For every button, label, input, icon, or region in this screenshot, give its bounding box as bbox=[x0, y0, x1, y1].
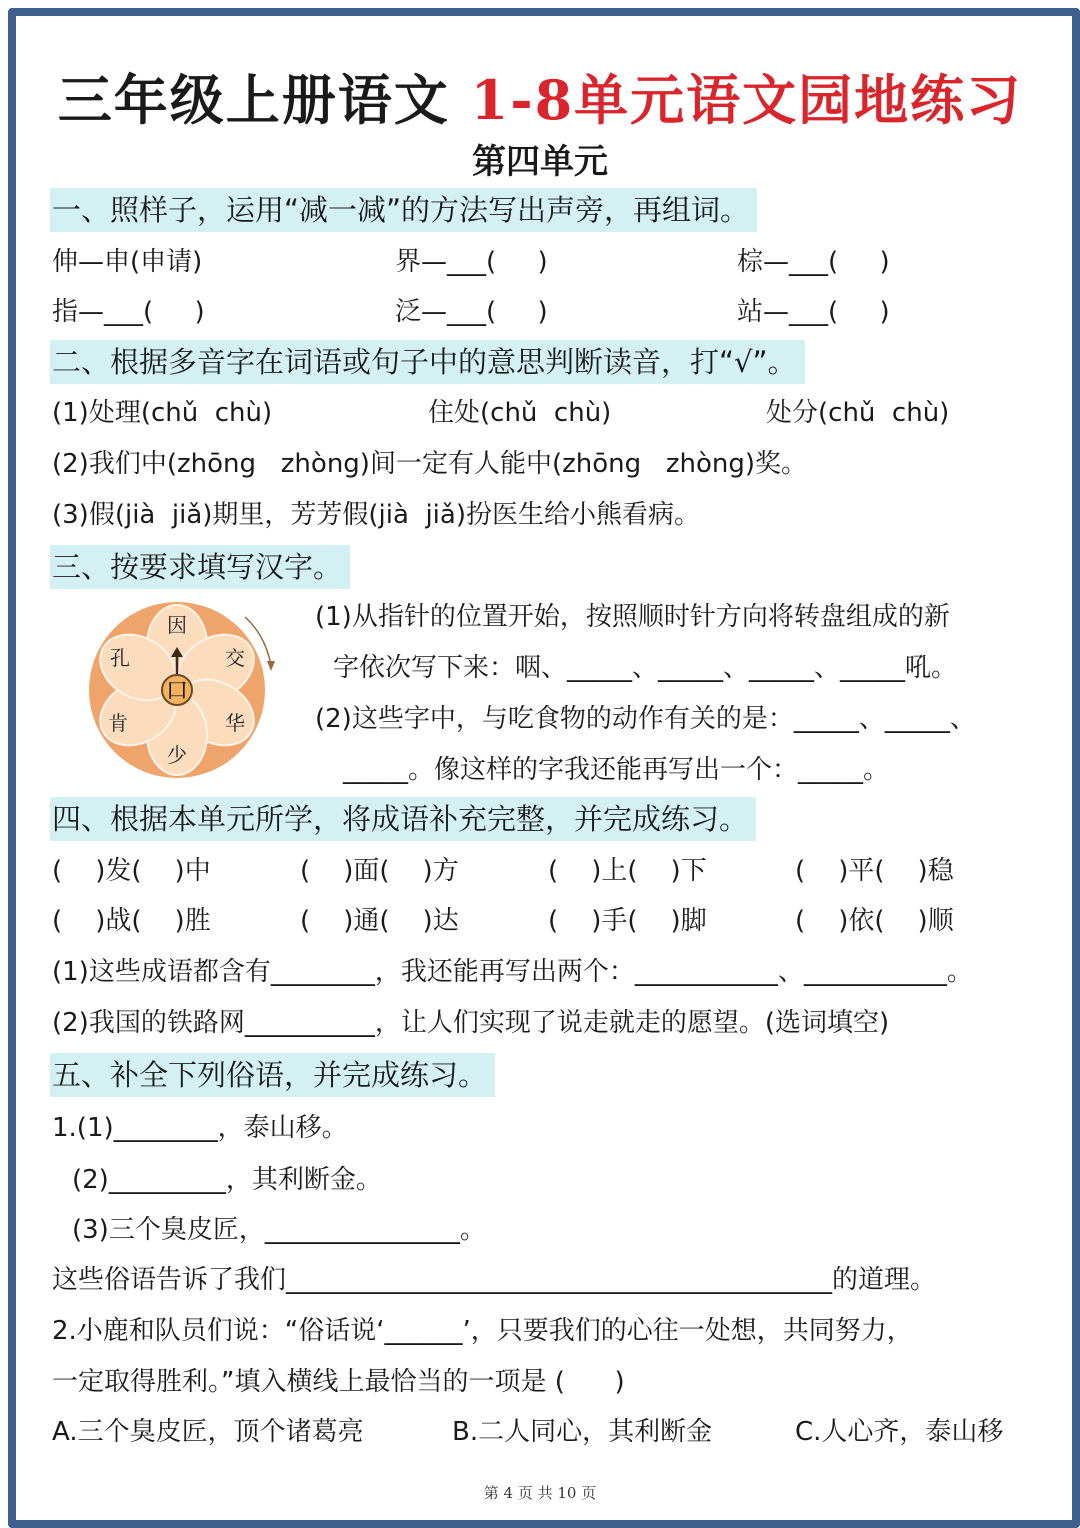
idiom: ( )依( )顺 bbox=[795, 906, 954, 936]
option-c: C.人心齐，泰山移 bbox=[795, 1417, 1004, 1447]
s5-line6: 一定取得胜利。”填入横线上最恰当的一项是 ( ) bbox=[52, 1367, 625, 1397]
idiom: ( )手( )脚 bbox=[548, 906, 707, 936]
s1-item: 伸—申(申请) bbox=[52, 247, 203, 277]
turntable-dial bbox=[85, 595, 285, 785]
idiom: ( )平( )稳 bbox=[795, 856, 954, 886]
s2-q3: (3)假(jià jiǎ)期里，芳芳假(jià jiǎ)扮医生给小熊看病。 bbox=[52, 500, 700, 530]
title-red: 1-8单元语文园地练习 bbox=[470, 68, 1023, 132]
s2-q1a: (1)处理(chǔ chù) bbox=[52, 398, 273, 428]
clockwise-arrowhead-icon bbox=[267, 661, 275, 671]
s3-line1: (1)从指针的位置开始，按照顺时针方向将转盘组成的新 bbox=[315, 602, 950, 632]
section-4-header: 四、根据本单元所学，将成语补充完整，并完成练习。 bbox=[50, 797, 756, 841]
title-black: 三年级上册语文 bbox=[57, 68, 450, 132]
section-5-header: 五、补全下列俗语，并完成练习。 bbox=[50, 1053, 495, 1097]
s2-q1b: 住处(chǔ chù) bbox=[428, 398, 612, 428]
dial-char: 因 bbox=[167, 613, 187, 637]
s2-q2: (2)我们中(zhōng zhòng)间一定有人能中(zhōng zhòng)奖。 bbox=[52, 449, 808, 479]
s1-item: 泛—___( ) bbox=[395, 297, 548, 327]
option-a: A.三个臭皮匠，顶个诸葛亮 bbox=[52, 1417, 364, 1447]
section-3-header: 三、按要求填写汉字。 bbox=[50, 545, 350, 589]
page-title bbox=[0, 58, 1080, 135]
page-number: 第 4 页 共 10 页 bbox=[483, 1484, 597, 1502]
s5-line2: (2)_________，其利断金。 bbox=[72, 1165, 382, 1195]
unit-subtitle: 第四单元 bbox=[472, 142, 608, 182]
idiom: ( )发( )中 bbox=[52, 856, 211, 886]
s1-item: 指—___( ) bbox=[52, 297, 205, 327]
section-1-header: 一、照样子，运用“减一减”的方法写出声旁，再组词。 bbox=[50, 188, 757, 232]
dial-char: 肯 bbox=[108, 711, 128, 735]
s4-q2: (2)我国的铁路网__________，让人们实现了说走就走的愿望。(选词填空) bbox=[52, 1008, 890, 1038]
s5-line1: 1.(1)________，泰山移。 bbox=[52, 1113, 348, 1143]
idiom: ( )上( )下 bbox=[548, 856, 707, 886]
s2-q1c: 处分(chǔ chù) bbox=[766, 398, 950, 428]
s5-line5: 2.小鹿和队员们说：“俗话说‘______’，只要我们的心往一处想，共同努力， bbox=[52, 1316, 913, 1346]
s4-q1: (1)这些成语都含有________，我还能再写出两个：___________、___________。 bbox=[52, 957, 973, 987]
s1-item: 棕—___( ) bbox=[737, 247, 890, 277]
dial-center-char: 口 bbox=[165, 679, 189, 704]
idiom: ( )通( )达 bbox=[300, 906, 459, 936]
idiom: ( )面( )方 bbox=[300, 856, 459, 886]
section-2-header: 二、根据多音字在词语或句子中的意思判断读音，打“√”。 bbox=[50, 340, 805, 384]
dial-char: 交 bbox=[225, 646, 245, 670]
s3-line3: (2)这些字中，与吃食物的动作有关的是：_____、_____、 bbox=[315, 704, 976, 734]
s5-line4: 这些俗语告诉了我们__________________________________________的道理。 bbox=[52, 1265, 937, 1295]
s3-line2: 字依次写下来：咽、_____、_____、_____、_____吼。 bbox=[333, 653, 958, 683]
dial-char: 孔 bbox=[110, 646, 130, 670]
dial-char: 华 bbox=[225, 711, 245, 735]
s5-line3: (3)三个臭皮匠，_______________。 bbox=[72, 1215, 486, 1245]
s3-line4: _____。像这样的字我还能再写出一个：_____。 bbox=[343, 755, 890, 785]
s1-item: 界—___( ) bbox=[395, 247, 548, 277]
s1-item: 站—___( ) bbox=[737, 297, 890, 327]
idiom: ( )战( )胜 bbox=[52, 906, 211, 936]
option-b: B.二人同心，其利断金 bbox=[452, 1417, 713, 1447]
dial-char: 少 bbox=[167, 743, 187, 767]
